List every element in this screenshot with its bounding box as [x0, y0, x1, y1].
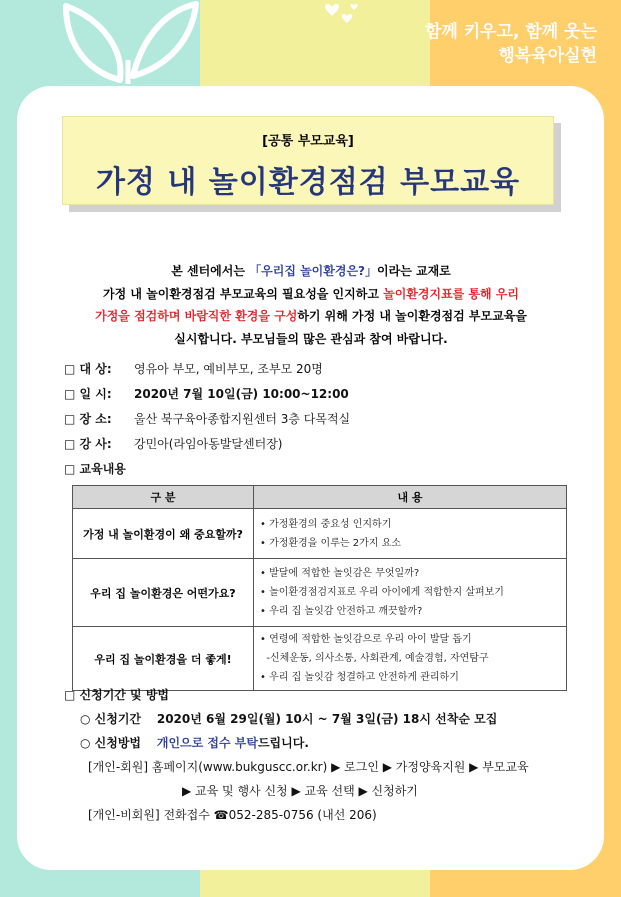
- apply-heading: □ 신청기간 및 방법: [64, 688, 170, 702]
- apply-method-value: 드립니다.: [257, 736, 309, 750]
- info-label: □ 장 소:: [64, 412, 112, 426]
- intro-highlight: 놀이환경지표를 통해 우리: [383, 286, 519, 301]
- member-method-line: ▶ 교육 및 행사 신청 ▶ 교육 선택 ▶ 신청하기: [182, 784, 418, 798]
- title-box: [62, 116, 554, 205]
- apply-period-value: 2020년 6월 29일(월) 10시 ~ 7월 3일(금) 18시 선착순 모집: [156, 712, 498, 726]
- title-subtitle: [공통 부모교육]: [262, 134, 354, 149]
- slogan-line1: 함께 키우고, 함께 웃는: [424, 22, 597, 42]
- list-item: -신체운동, 의사소통, 사회관계, 예술경험, 자연탐구: [260, 653, 489, 664]
- info-label: □ 대 상:: [64, 362, 112, 376]
- info-row-date: [64, 382, 350, 407]
- info-value: 영유아 부모, 예비부모, 조부모 20명: [134, 362, 323, 376]
- intro-text-segment: 가정 내 놀이환경점검 부모교육의 필요성을 인지하고: [103, 286, 384, 301]
- leaf-icon: [58, 0, 208, 84]
- info-value: 강민아(라임아동발달센터장): [134, 437, 283, 451]
- hearts-icon: [322, 2, 362, 28]
- textbook-title: 「우리집 놀이환경은?」: [249, 264, 378, 278]
- list-item: • 발달에 적합한 놀잇감은 무엇일까?: [260, 568, 420, 579]
- table-cell-category: 우리 집 놀이환경을 더 좋게!: [73, 627, 254, 691]
- table-row: [73, 559, 567, 627]
- info-label: □ 일 시:: [64, 387, 112, 401]
- table-cell-category: 가정 내 놀이환경이 왜 중요할까?: [73, 509, 254, 559]
- member-method-line: [개인-회원] 홈페이지(www.bukguscc.or.kr) ▶ 로그인 ▶ 가정양육지원 ▶ 부모교육: [88, 760, 529, 774]
- list-item: • 우리 집 놀잇감 안전하고 깨끗할까?: [260, 606, 423, 617]
- apply-method-highlight: 개인으로 접수 부탁: [156, 736, 258, 750]
- list-item: • 놀이환경점검지표로 우리 아이에게 적합한지 살펴보기: [260, 587, 504, 598]
- list-item: • 연령에 적합한 놀잇감으로 우리 아이 발달 돕기: [260, 634, 472, 645]
- list-item: • 가정환경의 중요성 인지하기: [260, 518, 392, 530]
- info-label: □ 교육내용: [64, 462, 126, 476]
- application-info: [64, 683, 529, 827]
- list-item: • 가정환경을 이루는 2가지 요소: [260, 537, 401, 549]
- intro-text: [42, 260, 580, 350]
- apply-method-row: [64, 731, 529, 755]
- apply-method-label: ○ 신청방법: [80, 736, 142, 750]
- table-header-row: [73, 486, 567, 509]
- info-row-lecturer: [64, 432, 350, 457]
- info-row-target: [64, 357, 350, 382]
- table-row: [73, 509, 567, 559]
- apply-period-label: ○ 신청기간: [80, 712, 142, 726]
- slogan: [425, 20, 597, 68]
- table-cell-content: [254, 559, 567, 627]
- table-cell-category: 우리 집 놀이환경은 어떤가요?: [73, 559, 254, 627]
- intro-highlight: 가정을 점검하며 바람직한 환경을 구성: [95, 309, 298, 323]
- intro-text-segment: 본 센터에서는: [171, 264, 250, 278]
- table-cell-content: [254, 509, 567, 559]
- list-item: • 우리 집 놀잇감 청결하고 안전하게 관리하기: [260, 672, 459, 683]
- slogan-line2: 행복육아실현: [498, 46, 597, 66]
- info-value: 2020년 7월 10일(금) 10:00~12:00: [134, 387, 349, 401]
- intro-text-segment: 실시합니다. 부모님들의 많은 관심과 참여 바랍니다.: [174, 331, 448, 346]
- table-cell-content: [254, 627, 567, 691]
- apply-period-row: [64, 707, 529, 731]
- intro-text-segment: 하기 위해 가정 내 놀이환경점검 부모교육을: [297, 309, 527, 323]
- table-header: 내 용: [254, 486, 567, 509]
- intro-text-segment: 이라는 교재로: [377, 264, 451, 278]
- schedule-table: [72, 485, 567, 691]
- info-row-content: [64, 457, 350, 482]
- info-value: 울산 북구육아종합지원센터 3층 다목적실: [134, 412, 351, 426]
- table-header: 구 분: [73, 486, 254, 509]
- event-info: [64, 357, 350, 482]
- page-title: 가정 내 놀이환경점검 부모교육: [95, 165, 521, 200]
- info-row-place: [64, 407, 350, 432]
- table-row: [73, 627, 567, 691]
- info-label: □ 강 사:: [64, 437, 112, 451]
- nonmember-method-line: [개인-비회원] 전화접수 ☎052-285-0756 (내선 206): [88, 808, 377, 822]
